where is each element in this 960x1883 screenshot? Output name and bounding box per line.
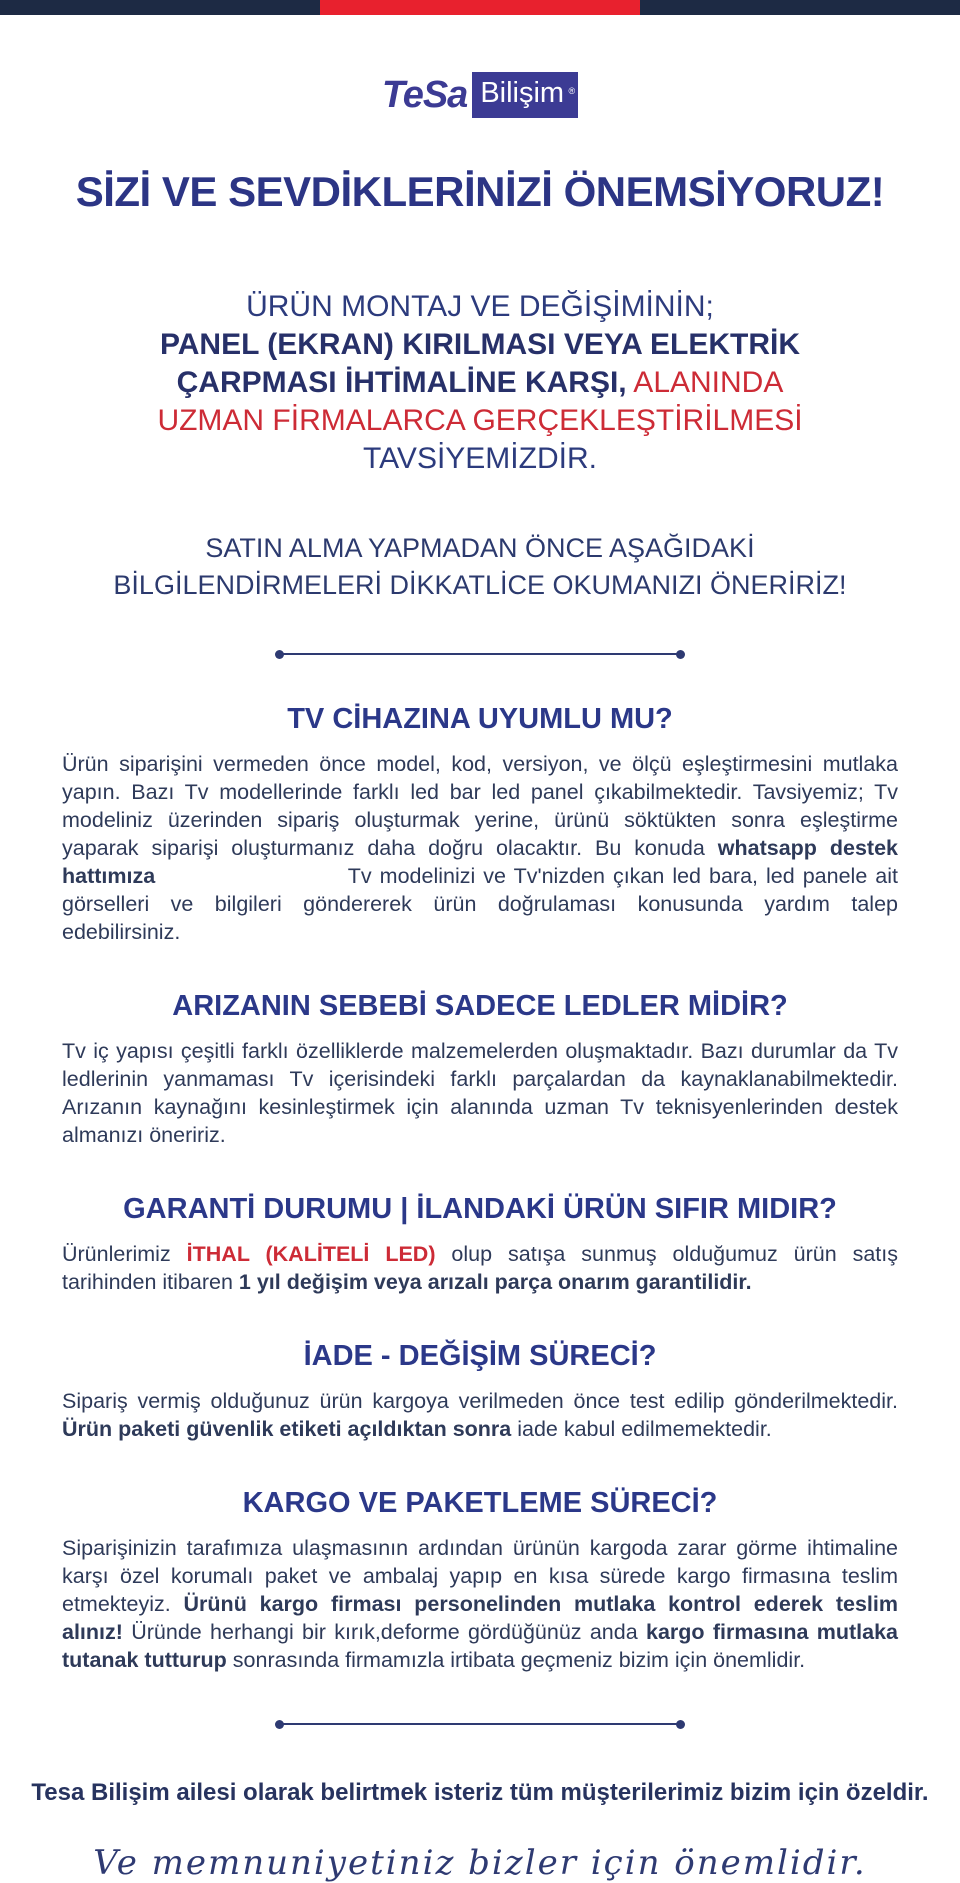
text-segment: olup satışa sunmuş olduğumuz ürün satış tarihinden itibaren (62, 1242, 899, 1294)
text-segment: kargo firmasına mutlaka tutanak tutturup (62, 1620, 898, 1672)
signature-script-line: Ve memnuniyetiniz bizler için önemlidir. (93, 1843, 867, 1883)
intro-statement (0, 288, 960, 478)
section-heading: ARIZANIN SEBEBİ SADECE LEDLER MİDİR? (172, 990, 788, 1022)
registered-trademark-icon: ® (568, 86, 576, 96)
text-segment: ÇARPMASI İHTİMALİNE KARŞI, (176, 366, 627, 399)
section-heading: İADE - DEĞİŞİM SÜRECİ? (303, 1340, 657, 1372)
text-segment: ÜRÜN MONTAJ VE DEĞİŞİMİNİN; (246, 290, 714, 323)
divider-line (280, 653, 680, 655)
text-segment: Ürünlerimiz (62, 1242, 187, 1266)
info-section (0, 1191, 960, 1296)
intro-line (0, 402, 960, 440)
text-segment: 1 yıl değişim veya arızalı parça onarım garantilidir. (238, 1270, 752, 1294)
section-heading: GARANTİ DURUMU | İLANDAKİ ÜRÜN SIFIR MIDIR? (123, 1193, 837, 1225)
text-segment: Ürünü kargo firması personelinden mutlaka kontrol ederek teslim alınız! (62, 1592, 898, 1644)
section-paragraph (62, 1387, 898, 1443)
text-segment: Tv iç yapısı çeşitli farklı özelliklerde malzemelerden oluşmaktadır. Bazı durumlar da Tv ledlerinin yanmaması Tv içerisindeki farklı parçalardan da kaynaklanabilmektedir. Arızanın kaynağını kesinleştirmek için alanında uzman Tv teknisyenlerinden destek almanızı öneririz. (62, 1039, 898, 1147)
info-section (0, 1338, 960, 1443)
text-segment: sonrasında firmamızla irtibata geçmeniz bizim için önemlidir. (226, 1648, 806, 1672)
divider-line (280, 1723, 680, 1725)
section-heading: KARGO VE PAKETLEME SÜRECİ? (242, 1487, 718, 1519)
logo-box-label: Bilişim (480, 77, 565, 109)
section-divider-bottom (275, 1720, 685, 1729)
text-segment: Siparişinizin tarafımıza ulaşmasının ardından ürünün kargoda zarar görme ihtimaline karşı özel korumalı paket ve ambalaj yapıp en kısa sürede kargo firmasına teslim etmekteyiz. (62, 1536, 898, 1616)
text-segment: PANEL (EKRAN) KIRILMASI VEYA ELEKTRİK (159, 328, 801, 361)
divider-dot-right (676, 1720, 685, 1729)
purchase-notice-line: BİLGİLENDİRMELERİ DİKKATLİCE OKUMANIZI ÖNERİRİZ! (113, 570, 847, 600)
divider-dot-right (676, 650, 685, 659)
purchase-notice (0, 530, 960, 604)
purchase-notice-line: SATIN ALMA YAPMADAN ÖNCE AŞAĞIDAKİ (205, 533, 755, 563)
text-segment: UZMAN FİRMALARCA GERÇEKLEŞTİRİLMESİ (157, 404, 803, 437)
section-paragraph (62, 1534, 898, 1674)
section-paragraph (62, 750, 898, 946)
text-segment: Ürün siparişini vermeden önce model, kod, versiyon, ve ölçü eşleştirmesini mutlaka yapın. Bazı Tv modellerinde farklı led bar led panel çıkabilmektedir. Tavsiyemiz; Tv modeliniz üzerinden sipariş oluşturmak yerine, ürünü söktükten sonra eşleştirme yaparak siparişi oluşturmanız daha doğru olacaktır. Bu konuda (62, 752, 898, 860)
text-segment: iade kabul edilmemektedir. (511, 1417, 772, 1441)
info-section (0, 701, 960, 946)
top-accent-bar (0, 0, 960, 15)
intro-line (0, 288, 960, 326)
logo-box (472, 72, 578, 118)
text-segment: whatsapp destek hattımıza (62, 836, 899, 888)
section-heading: TV CİHAZINA UYUMLU MU? (287, 703, 673, 735)
logo-text-tesa: TeSa (381, 73, 468, 116)
text-segment: İTHAL (KALİTELİ LED) (186, 1242, 436, 1266)
text-segment: Tv modelinizi ve Tv'nizden çıkan led bara, led panele ait görselleri ve bilgileri göndererek ürün doğrulaması konusunda yardım talep edebilirsiniz. (62, 864, 898, 944)
top-accent-bar-red-segment (320, 0, 640, 15)
info-section (0, 988, 960, 1149)
closing-statement: Tesa Bilişim ailesi olarak belirtmek isteriz tüm müşterilerimiz bizim için özeldir. (31, 1779, 929, 1806)
intro-line (0, 440, 960, 478)
info-sections (0, 701, 960, 1674)
section-paragraph (62, 1037, 898, 1149)
text-segment: Ürün paketi güvenlik etiketi açıldıktan sonra (62, 1417, 512, 1441)
section-divider-top (275, 650, 685, 659)
text-segment: ALANINDA (626, 366, 784, 399)
brand-logo (0, 72, 960, 118)
page-title: SİZİ VE SEVDİKLERİNİZİ ÖNEMSİYORUZ! (75, 168, 885, 215)
text-segment: Üründe herhangi bir kırık,deforme gördüğünüz anda (122, 1620, 646, 1644)
intro-line (0, 364, 960, 402)
text-segment: TAVSİYEMİZDİR. (363, 442, 597, 475)
section-paragraph (62, 1240, 898, 1296)
intro-line (0, 326, 960, 364)
info-section (0, 1485, 960, 1674)
text-segment: Sipariş vermiş olduğunuz ürün kargoya verilmeden önce test edilip gönderilmektedir. (62, 1389, 898, 1413)
